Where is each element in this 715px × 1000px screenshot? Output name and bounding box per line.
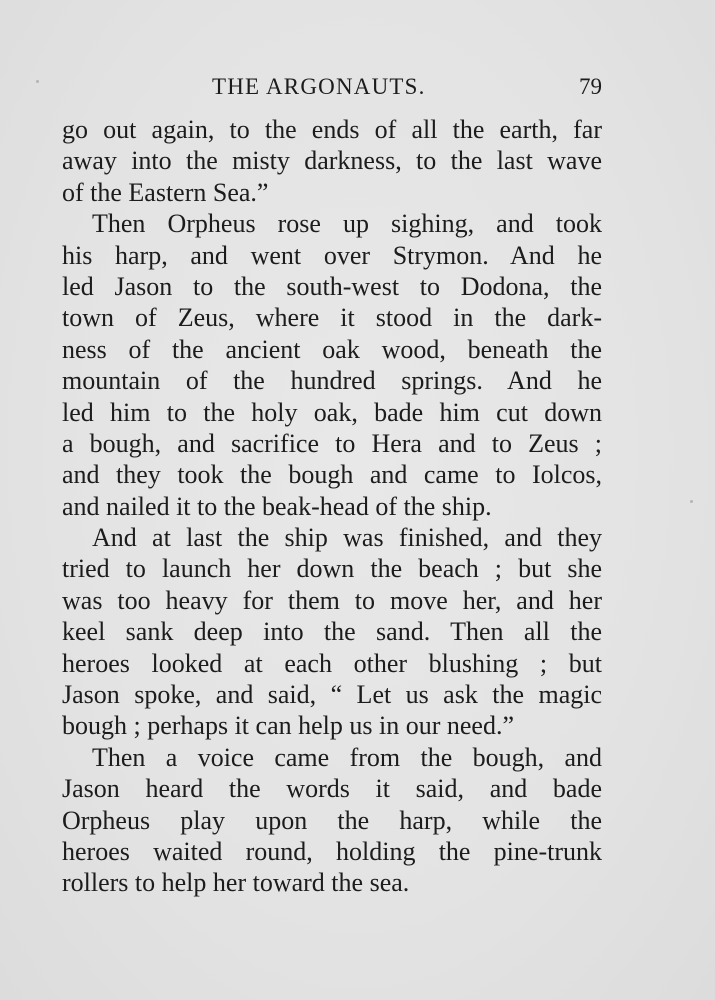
text-line: led him to the holy oak, bade him cut down: [62, 397, 602, 427]
text-line: go out again, to the ends of all the earth, far: [62, 115, 602, 144]
text-line: Orpheus play upon the harp, while the: [62, 805, 602, 835]
text-line: Jason spoke, and said, “ Let us ask the magic: [62, 680, 602, 710]
text-line: was too heavy for them to move her, and her: [62, 585, 602, 615]
text-line: And at last the ship was finished, and they: [92, 523, 602, 553]
text-line: keel sank deep into the sand. Then all the: [62, 617, 602, 647]
text-line: rollers to help her toward the sea.: [62, 868, 410, 898]
text-line: town of Zeus, where it stood in the dark-: [62, 303, 602, 333]
running-head: THE ARGONAUTS.: [212, 74, 426, 99]
text-line: of the Eastern Sea.”: [62, 177, 269, 207]
text-line: and nailed it to the beak-head of the ship.: [62, 491, 492, 521]
paper-speck: [690, 500, 693, 503]
text-line: mountain of the hundred springs. And he: [62, 366, 602, 396]
text-line: bough ; perhaps it can help us in our need.”: [62, 711, 514, 741]
text-line: heroes looked at each other blushing ; but: [62, 648, 602, 678]
text-line: led Jason to the south-west to Dodona, the: [62, 271, 602, 301]
text-line: Then a voice came from the bough, and: [92, 742, 602, 772]
page-number: 79: [579, 74, 602, 99]
text-line: his harp, and went over Strymon. And he: [62, 240, 602, 270]
text-line: Then Orpheus rose up sighing, and took: [92, 209, 602, 239]
text-line: ness of the ancient oak wood, beneath the: [62, 334, 602, 364]
text-line: away into the misty darkness, to the last wave: [62, 146, 602, 176]
text-line: heroes waited round, holding the pine-trunk: [62, 836, 602, 866]
text-line: Jason heard the words it said, and bade: [62, 774, 602, 804]
text-line: and they took the bough and came to Iolcos,: [62, 460, 602, 490]
page-header: [62, 70, 602, 104]
paper-speck: [36, 80, 39, 83]
text-line: a bough, and sacrifice to Hera and to Zeus ;: [62, 428, 602, 458]
text-line: tried to launch her down the beach ; but she: [62, 554, 602, 584]
body-text: [62, 114, 602, 899]
